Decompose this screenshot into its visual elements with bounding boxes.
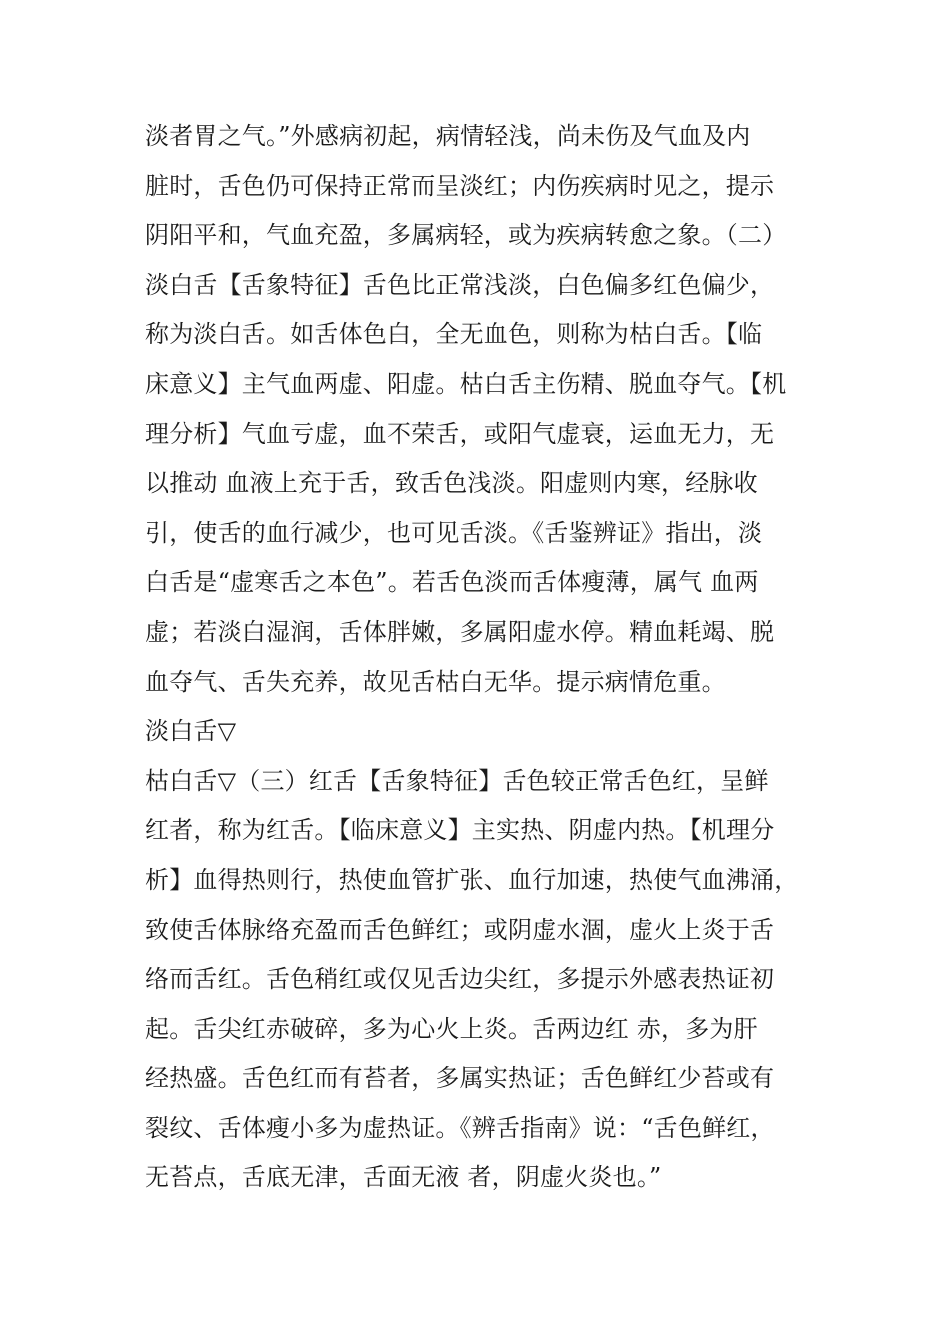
text-line: 白舌是“虚寒舌之本色”。若舌色淡而舌体瘦薄，属气 血两 bbox=[145, 568, 759, 597]
text-line: 致使舌体脉络充盈而舌色鲜红；或阴虚水涸，虚火上炎于舌 bbox=[145, 915, 775, 944]
text-line: 淡白舌【舌象特征】舌色比正常浅淡，白色偏多红色偏少， bbox=[145, 270, 775, 299]
text-line: 起。舌尖红赤破碎，多为心火上炎。舌两边红 赤，多为肝 bbox=[145, 1014, 758, 1043]
text-line: 床意义】主气血两虚、阳虚。枯白舌主伤精、脱血夺气。【机 bbox=[145, 369, 787, 398]
text-line: 血夺气、舌失充养，故见舌枯白无华。提示病情危重。 bbox=[145, 667, 726, 696]
text-line: 称为淡白舌。如舌体色白，全无血色，则称为枯白舌。【临 bbox=[145, 320, 763, 349]
text-line: 理分析】气血亏虚，血不荣舌，或阳气虚衰，运血无力，无 bbox=[145, 419, 775, 448]
text-line: 枯白舌▽（三）红舌【舌象特征】舌色较正常舌色红，呈鲜 bbox=[145, 766, 769, 795]
text-line: 经热盛。舌色红而有苔者，多属实热证；舌色鲜红少苔或有 bbox=[145, 1064, 775, 1093]
text-line: 虚；若淡白湿润，舌体胖嫩，多属阳虚水停。精血耗竭、脱 bbox=[145, 617, 775, 646]
text-line: 红者，称为红舌。【临床意义】主实热、阴虚内热。【机理分 bbox=[145, 816, 775, 845]
text-line: 淡者胃之气。”外感病初起，病情轻浅，尚未伤及气血及内 bbox=[145, 122, 751, 150]
text-line: 无苔点，舌底无津，舌面无液 者，阴虚火炎也。” bbox=[145, 1163, 662, 1192]
text-line: 脏时，舌色仍可保持正常而呈淡红；内伤疾病时见之，提示 bbox=[145, 171, 775, 200]
text-line: 淡白舌▽ bbox=[145, 717, 237, 746]
text-line: 络而舌红。舌色稍红或仅见舌边尖红，多提示外感表热证初 bbox=[145, 965, 775, 994]
text-line: 裂纹、舌体瘦小多为虚热证。《辨舌指南》说：“舌色鲜红， bbox=[145, 1113, 775, 1142]
text-line: 引，使舌的血行减少，也可见舌淡。《舌鉴辨证》指出，淡 bbox=[145, 518, 763, 547]
text-line: 以推动 血液上充于舌，致舌色浅淡。阳虚则内寒，经脉收 bbox=[145, 469, 758, 498]
text-line: 析】血得热则行，热使血管扩张、血行加速，热使气血沸涌， bbox=[145, 865, 799, 894]
body-text bbox=[145, 112, 815, 1203]
text-line: 阴阳平和，气血充盈，多属病轻，或为疾病转愈之象。（二） bbox=[145, 221, 787, 250]
